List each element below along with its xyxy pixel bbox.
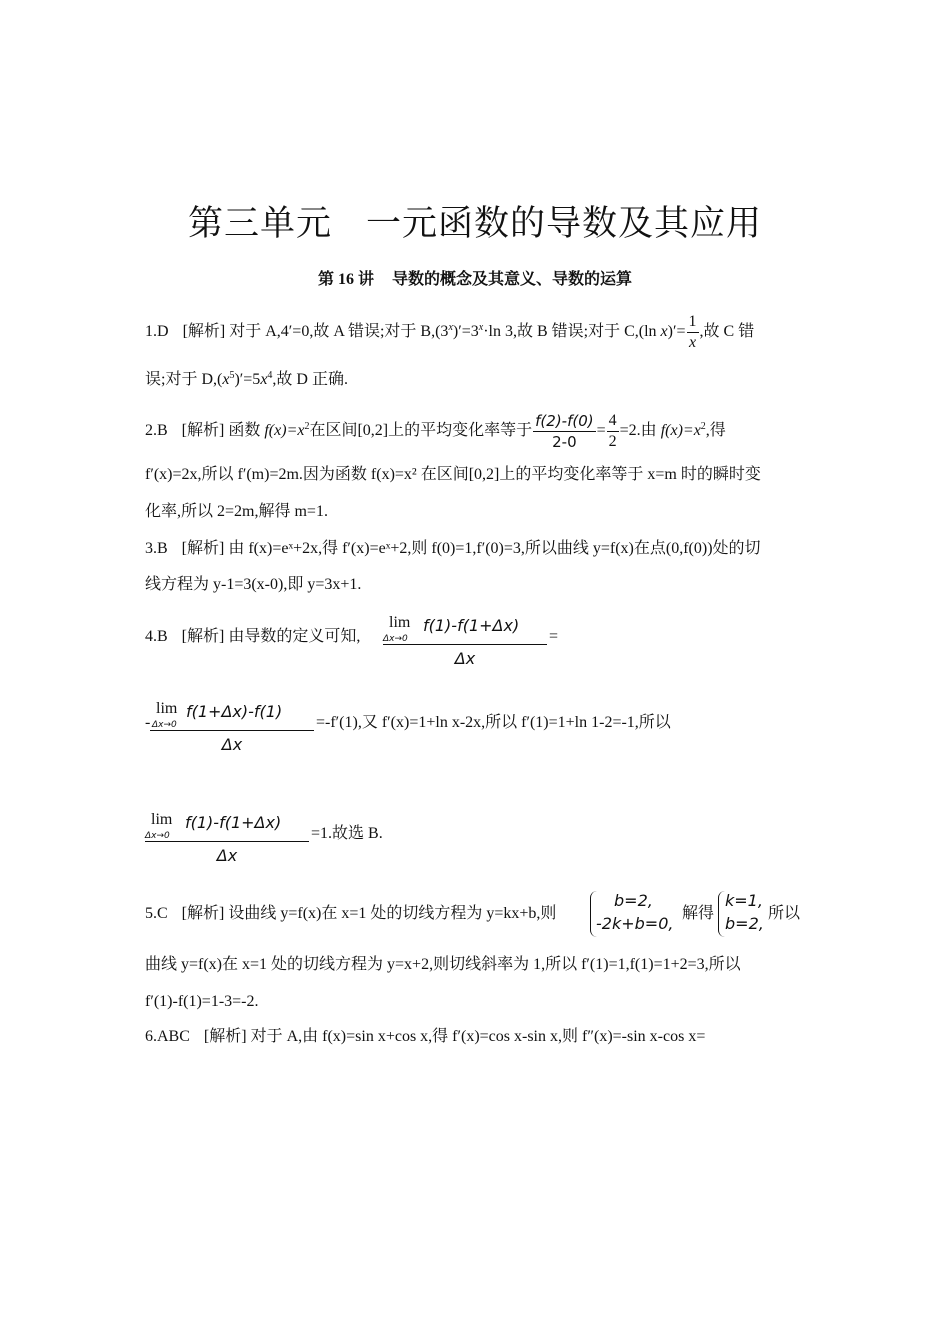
unit-title bbox=[0, 196, 950, 246]
q2-line2: f′(x)=2x,所以 f′(m)=2m.因为函数 f(x)=x² 在区间[0,2]上的平均变化率等于 x=m 时的瞬时变 bbox=[145, 466, 761, 483]
q1-text-f: 误;对于 D,( bbox=[145, 371, 223, 388]
q4-number: 4.B bbox=[145, 628, 168, 645]
q3-tag: [解析] bbox=[181, 540, 225, 557]
q1-sup-4: 4 bbox=[267, 370, 273, 381]
unit-title-part2: 一元函数的导数及其应用 bbox=[366, 204, 763, 243]
q2-frac2-num: 4 bbox=[608, 412, 617, 429]
q1-text-d: )′= bbox=[667, 323, 686, 341]
q4-lim-sub-1: Δx→0 bbox=[383, 634, 408, 644]
q1-var-x: x bbox=[660, 323, 668, 341]
q2-text-b: f(x)=x bbox=[264, 422, 305, 440]
q4-text-a: 由导数的定义可知, bbox=[228, 628, 361, 645]
q5-text-a: 设曲线 y=f(x)在 x=1 处的切线方程为 y=kx+b,则 bbox=[228, 905, 557, 922]
q5-text-c: 所以 bbox=[768, 905, 801, 922]
q5-tag: [解析] bbox=[181, 905, 225, 922]
q1-text-b: )′=3 bbox=[452, 323, 479, 341]
q2-line1 bbox=[145, 411, 726, 452]
q5-sys1-row2: -2k+b=0, bbox=[596, 914, 674, 933]
lesson-subtitle bbox=[0, 266, 950, 289]
q4-lim-1: lim bbox=[389, 614, 411, 631]
q2-text-a: 函数 bbox=[228, 422, 265, 440]
lesson-number: 第 16 讲 bbox=[317, 271, 374, 288]
q4-lim-den-2: Δx bbox=[221, 735, 243, 754]
q4-equals-1: = bbox=[549, 628, 559, 645]
q4-text-c: =1.故选 B. bbox=[311, 825, 383, 842]
q2-line3: 化率,所以 2=2m,解得 m=1. bbox=[145, 503, 328, 520]
q2-fraction bbox=[533, 411, 595, 452]
q1-var-x3: x bbox=[222, 371, 230, 388]
q3-text-a: 由 f(x)=eˣ+2x,得 f′(x)=eˣ+2,则 f(0)=1,f′(0)=3,所以曲线 y=f(x)在点(0,f(0))处的切 bbox=[228, 540, 761, 557]
q5-sys1-row1: b=2, bbox=[614, 891, 653, 910]
q4-minus: - bbox=[145, 714, 151, 731]
q1-frac-den: x bbox=[687, 332, 699, 353]
q6-text-a: 对于 A,由 f(x)=sin x+cos x,得 f′(x)=cos x-sin x,则 f″(x)=-sin x-cos x= bbox=[250, 1028, 706, 1045]
q3-line1 bbox=[145, 539, 761, 559]
q2-text-g: ,得 bbox=[705, 422, 726, 440]
q2-text-e: =2.由 bbox=[619, 422, 661, 440]
q4-lim-den-3: Δx bbox=[216, 846, 238, 865]
lesson-topic: 导数的概念及其意义、导数的运算 bbox=[392, 271, 633, 288]
q2-frac-num: f(2)-f(0) bbox=[535, 412, 594, 430]
q4-limit-fraction-3 bbox=[145, 811, 309, 865]
q4-line1 bbox=[145, 627, 360, 647]
q5-sys2-row1: k=1, bbox=[725, 891, 763, 910]
q1-text-a: 对于 A,4′=0,故 A 错误;对于 B,(3 bbox=[229, 323, 449, 341]
q5-text-b: 解得 bbox=[682, 905, 715, 922]
q1-fraction bbox=[687, 312, 699, 353]
q2-number: 2.B bbox=[145, 422, 168, 440]
q5-line2: 曲线 y=f(x)在 x=1 处的切线方程为 y=x+2,则切线斜率为 1,所以 f′(1)=1,f(1)=1+2=3,所以 bbox=[145, 956, 741, 973]
q2-text-d: = bbox=[596, 422, 606, 440]
q4-text-b: =-f′(1),又 f′(x)=1+ln x-2x,所以 f′(1)=1+ln 1-2=-1,所以 bbox=[316, 714, 671, 731]
q5-line1 bbox=[145, 904, 556, 924]
q1-sup-5: 5 bbox=[229, 370, 235, 381]
q4-lim-sub-3: Δx→0 bbox=[145, 831, 170, 841]
q4-lim-den-1: Δx bbox=[454, 649, 476, 668]
q4-limit-fraction-2 bbox=[150, 700, 314, 754]
unit-title-part1: 第三单元 bbox=[187, 204, 332, 243]
q1-sup-x2: x bbox=[478, 322, 484, 334]
q1-text-e: ,故 C 错 bbox=[699, 323, 755, 341]
q1-sup-x: x bbox=[448, 322, 453, 334]
q2-sup-2b: 2 bbox=[700, 421, 706, 433]
q5-line3: f′(1)-f(1)=1-3=-2. bbox=[145, 993, 259, 1010]
q5-number: 5.C bbox=[145, 905, 168, 922]
q1-text-g: )′=5 bbox=[234, 371, 261, 388]
q5-sys2-row2: b=2, bbox=[725, 914, 764, 933]
q4-lim-sub-2: Δx→0 bbox=[152, 720, 177, 730]
q2-frac2-den: 2 bbox=[608, 433, 617, 450]
q2-sup-2: 2 bbox=[304, 421, 310, 433]
q4-tag: [解析] bbox=[181, 628, 225, 645]
q1-line1 bbox=[145, 312, 754, 353]
q2-text-f: f(x)=x bbox=[660, 422, 701, 440]
q1-tag: [解析] bbox=[182, 323, 226, 341]
q4-lim-expr-1: f(1)-f(1+Δx) bbox=[423, 616, 520, 635]
q1-line2 bbox=[145, 366, 348, 390]
q4-lim-2: lim bbox=[156, 700, 178, 717]
q6-tag: [解析] bbox=[203, 1028, 247, 1045]
q2-fraction2 bbox=[607, 411, 619, 452]
q2-text-c: 在区间[0,2]上的平均变化率等于 bbox=[309, 422, 533, 440]
q1-text-c: ·ln 3,故 B 错误;对于 C,(ln bbox=[483, 323, 661, 341]
q4-limit-fraction-1 bbox=[383, 614, 547, 668]
q3-line2: 线方程为 y-1=3(x-0),即 y=3x+1. bbox=[145, 576, 362, 593]
q2-tag: [解析] bbox=[181, 422, 225, 440]
q3-number: 3.B bbox=[145, 540, 168, 557]
q6-number: 6.ABC bbox=[145, 1028, 190, 1045]
q4-lim-expr-3: f(1)-f(1+Δx) bbox=[185, 813, 282, 832]
q1-var-x4: x bbox=[260, 371, 268, 388]
q1-number: 1.D bbox=[145, 323, 169, 341]
q4-lim-expr-2: f(1+Δx)-f(1) bbox=[186, 702, 283, 721]
q2-frac-den: 2-0 bbox=[533, 431, 595, 452]
q1-frac-num: 1 bbox=[688, 313, 697, 330]
q6-line1 bbox=[145, 1027, 705, 1047]
q4-lim-3: lim bbox=[151, 811, 173, 828]
q1-text-h: ,故 D 正确. bbox=[272, 371, 348, 388]
